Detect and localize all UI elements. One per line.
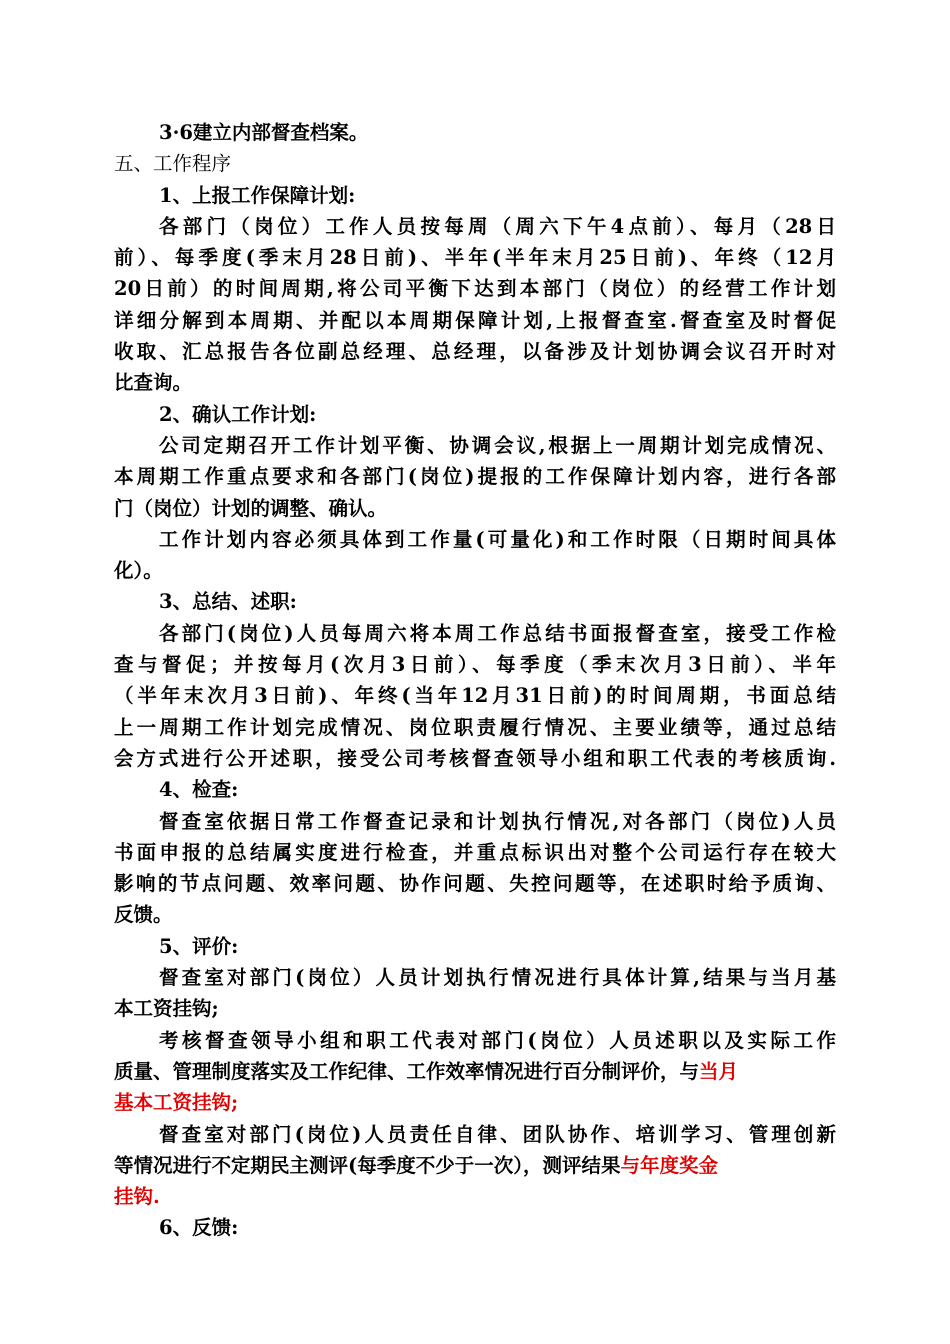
paragraph-line: 查与督促；并按每月(次月3日前）、每季度（季末次月3日前）、半年 bbox=[114, 653, 836, 677]
paragraph-line: 本工资挂钩; bbox=[114, 997, 219, 1021]
highlight-text: 当月 bbox=[699, 1059, 739, 1083]
paragraph-line bbox=[114, 1056, 836, 1087]
paragraph-line: 上一周期工作计划完成情况、岗位职责履行情况、主要业绩等，通过总结 bbox=[114, 715, 836, 739]
paragraph-text: 质量、管理制度落实及工作纪律、工作效率情况进行百分制评价，与 bbox=[114, 1059, 700, 1083]
step-heading-2: 2、确认工作计划: bbox=[159, 402, 317, 426]
highlight-text: 挂钩. bbox=[114, 1185, 160, 1209]
step-heading-6: 6、反馈: bbox=[159, 1216, 239, 1240]
section-heading-5: 五、工作程序 bbox=[114, 152, 232, 176]
paragraph-line: 督查室对部门(岗位）人员计划执行情况进行具体计算,结果与当月基 bbox=[159, 966, 836, 990]
paragraph-line: 门（岗位）计划的调整、确认。 bbox=[114, 496, 388, 520]
paragraph-line: 督查室依据日常工作督查记录和计划执行情况,对各部门（岗位)人员 bbox=[159, 809, 836, 833]
section-item-3-6: 3·6建立内部督查档案。 bbox=[159, 121, 369, 144]
paragraph-line: 书面申报的总结属实度进行检查，并重点标识出对整个公司运行存在较大 bbox=[114, 840, 836, 864]
paragraph-line: 本周期工作重点要求和各部门(岗位)提报的工作保障计划内容，进行各部 bbox=[114, 465, 836, 489]
paragraph-line: 比查询。 bbox=[114, 371, 193, 395]
paragraph-line: 20日前）的时间周期,将公司平衡下达到本部门（岗位）的经营工作计划 bbox=[114, 277, 836, 301]
paragraph-text: 等情况进行不定期民主测评(每季度不少于一次），测评结果 bbox=[114, 1153, 621, 1177]
paragraph-line: 考核督查领导小组和职工代表对部门(岗位）人员述职以及实际工作 bbox=[159, 1028, 836, 1052]
paragraph-line: 详细分解到本周期、并配以本周期保障计划,上报督查室.督查室及时督促 bbox=[114, 308, 836, 332]
paragraph-line: 各部门（岗位）工作人员按每周（周六下午4点前）、每月（28日 bbox=[159, 214, 836, 238]
highlight-text: 与年度奖金 bbox=[620, 1153, 718, 1177]
paragraph-line bbox=[114, 1150, 836, 1181]
document-page bbox=[114, 117, 836, 1244]
step-heading-4: 4、检查: bbox=[159, 778, 239, 802]
paragraph-line: 工作计划内容必须具体到工作量(可量化)和工作时限（日期时间具体 bbox=[159, 527, 836, 551]
paragraph-line: 公司定期召开工作计划平衡、协调会议,根据上一周期计划完成情况、 bbox=[159, 433, 836, 457]
paragraph-line: 影响的节点问题、效率问题、协作问题、失控问题等，在述职时给予质询、 bbox=[114, 872, 836, 896]
paragraph-line: 反馈。 bbox=[114, 903, 173, 927]
highlight-text: 基本工资挂钩; bbox=[114, 1091, 239, 1115]
paragraph-line: 前）、每季度(季末月28日前)、半年(半年末月25日前)、年终（12月 bbox=[114, 246, 836, 270]
step-heading-1: 1、上报工作保障计划: bbox=[159, 183, 356, 207]
paragraph-line: 收取、汇总报告各位副总经理、总经理，以备涉及计划协调会议召开时对 bbox=[114, 340, 836, 364]
step-heading-3: 3、总结、述职: bbox=[159, 590, 297, 614]
step-heading-5: 5、评价: bbox=[159, 934, 239, 958]
paragraph-line: （半年末次月3日前)、年终(当年12月31日前)的时间周期，书面总结 bbox=[114, 684, 836, 708]
paragraph-line: 督查室对部门(岗位)人员责任自律、团队协作、培训学习、管理创新 bbox=[159, 1122, 836, 1146]
paragraph-line: 会方式进行公开述职，接受公司考核督查领导小组和职工代表的考核质询. bbox=[114, 746, 836, 770]
paragraph-line: 各部门(岗位)人员每周六将本周工作总结书面报督查室，接受工作检 bbox=[159, 621, 836, 645]
paragraph-line: 化）。 bbox=[114, 559, 163, 583]
